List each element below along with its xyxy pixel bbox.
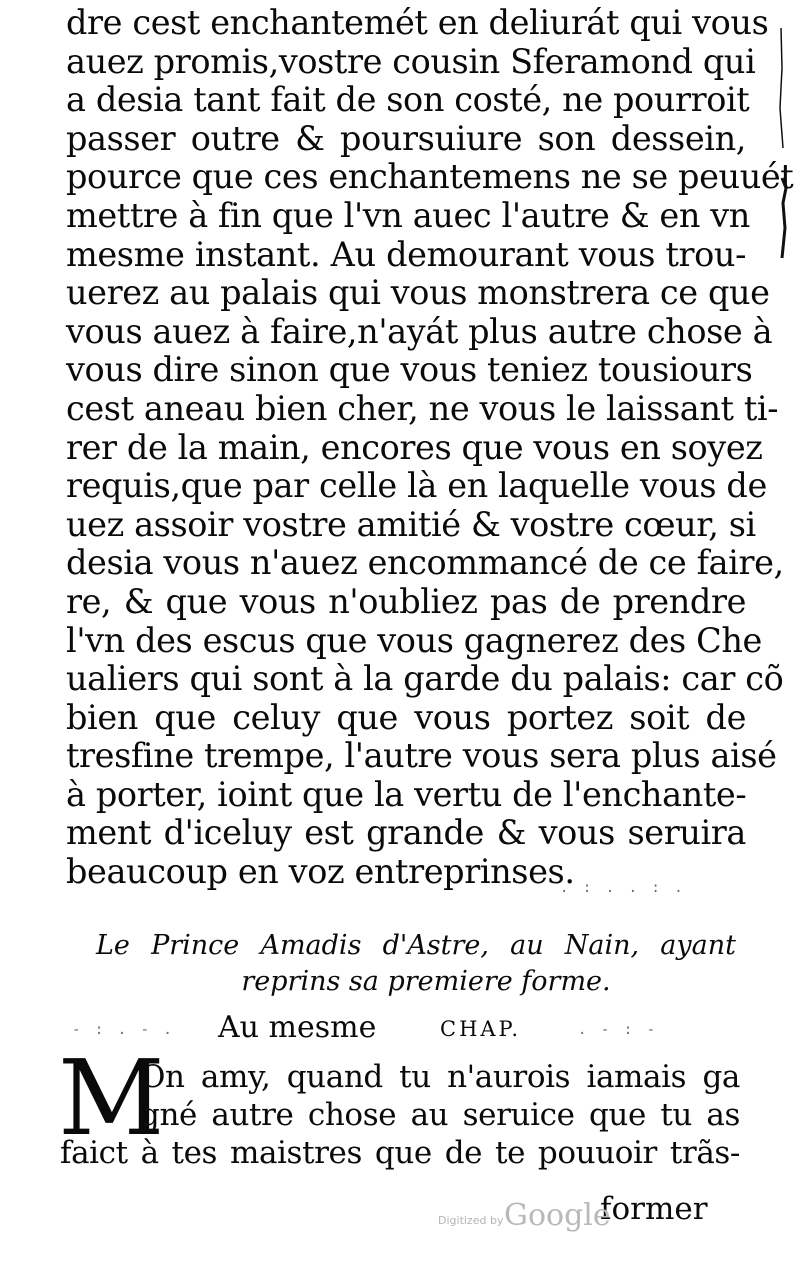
text-line: passer outre & poursuiure son dessein, [66, 118, 746, 158]
drop-cap-initial: M [58, 1037, 165, 1159]
chapter-label [218, 1008, 578, 1048]
text-line: dre cest enchantemét en deliurát qui vous [66, 3, 769, 42]
text-line: beaucoup en voz entreprinses. [66, 852, 575, 892]
chapter-opening-text [60, 1058, 740, 1172]
watermark-brand: Google [504, 1198, 611, 1233]
print-speckle: . : . . : . [560, 880, 686, 896]
chapter-label-left: Au mesme [218, 1010, 377, 1045]
text-line: mesme instant. Au demourant vous trou- [66, 234, 746, 274]
text-line: mettre à fin que l'vn auec l'autre & en vn [66, 195, 750, 235]
text-line: a desia tant fait de son costé, ne pourroit [66, 80, 750, 120]
text-line: pource que ces enchantemens ne se peuuét [66, 157, 794, 197]
text-line: tresfine trempe, l'autre vous sera plus aisé [66, 736, 777, 776]
text-line: à porter, ioint que la vertu de l'enchante- [66, 774, 747, 814]
page-edge-mark [778, 28, 788, 268]
text-line: rer de la main, encores que vous en soyez [66, 427, 763, 467]
text-line: faict à tes maistres que de te pouuoir trãs- [60, 1135, 740, 1171]
text-line: ualiers qui sont à la garde du palais: car cõ [66, 659, 784, 699]
text-line: cest aneau bien cher, ne vous le laissant ti- [66, 388, 779, 428]
watermark-prefix: Digitized by [438, 1214, 504, 1227]
text-line: gné autre chose au seruice que tu as [140, 1097, 740, 1133]
chapter-heading [96, 928, 736, 1000]
text-line: auez promis,vostre cousin Sferamond qui [66, 41, 756, 81]
text-line: desia vous n'auez encommancé de ce faire, [66, 543, 784, 583]
main-text-block [66, 3, 794, 892]
text-line: re, & que vous n'oubliez pas de prendre [66, 581, 746, 621]
text-line: bien que celuy que vous portez soit de [66, 697, 746, 737]
text-line: requis,que par celle là en laquelle vous de [66, 466, 767, 506]
chapter-heading-line: reprins sa premiere forme. [241, 966, 611, 997]
chapter-label-right: CHAP. [440, 1017, 522, 1041]
text-line: l'vn des escus que vous gagnerez des Che [66, 620, 762, 660]
print-speckle: - : . - . [72, 1022, 175, 1038]
text-line: ment d'iceluy est grande & vous seruira [66, 813, 746, 853]
text-line: uerez au palais qui vous monstrera ce que [66, 273, 770, 313]
text-line: vous auez à faire,n'ayát plus autre chose à [66, 311, 773, 351]
print-speckle: . - : - [578, 1022, 659, 1038]
text-line: uez assoir vostre amitié & vostre cœur, si [66, 504, 756, 544]
chapter-heading-line: Le Prince Amadis d'Astre, au Nain, ayant [96, 930, 736, 961]
catchword: former [600, 1191, 708, 1227]
text-line: On amy, quand tu n'aurois iamais ga [140, 1059, 740, 1095]
text-line: vous dire sinon que vous teniez tousiours [66, 350, 753, 390]
